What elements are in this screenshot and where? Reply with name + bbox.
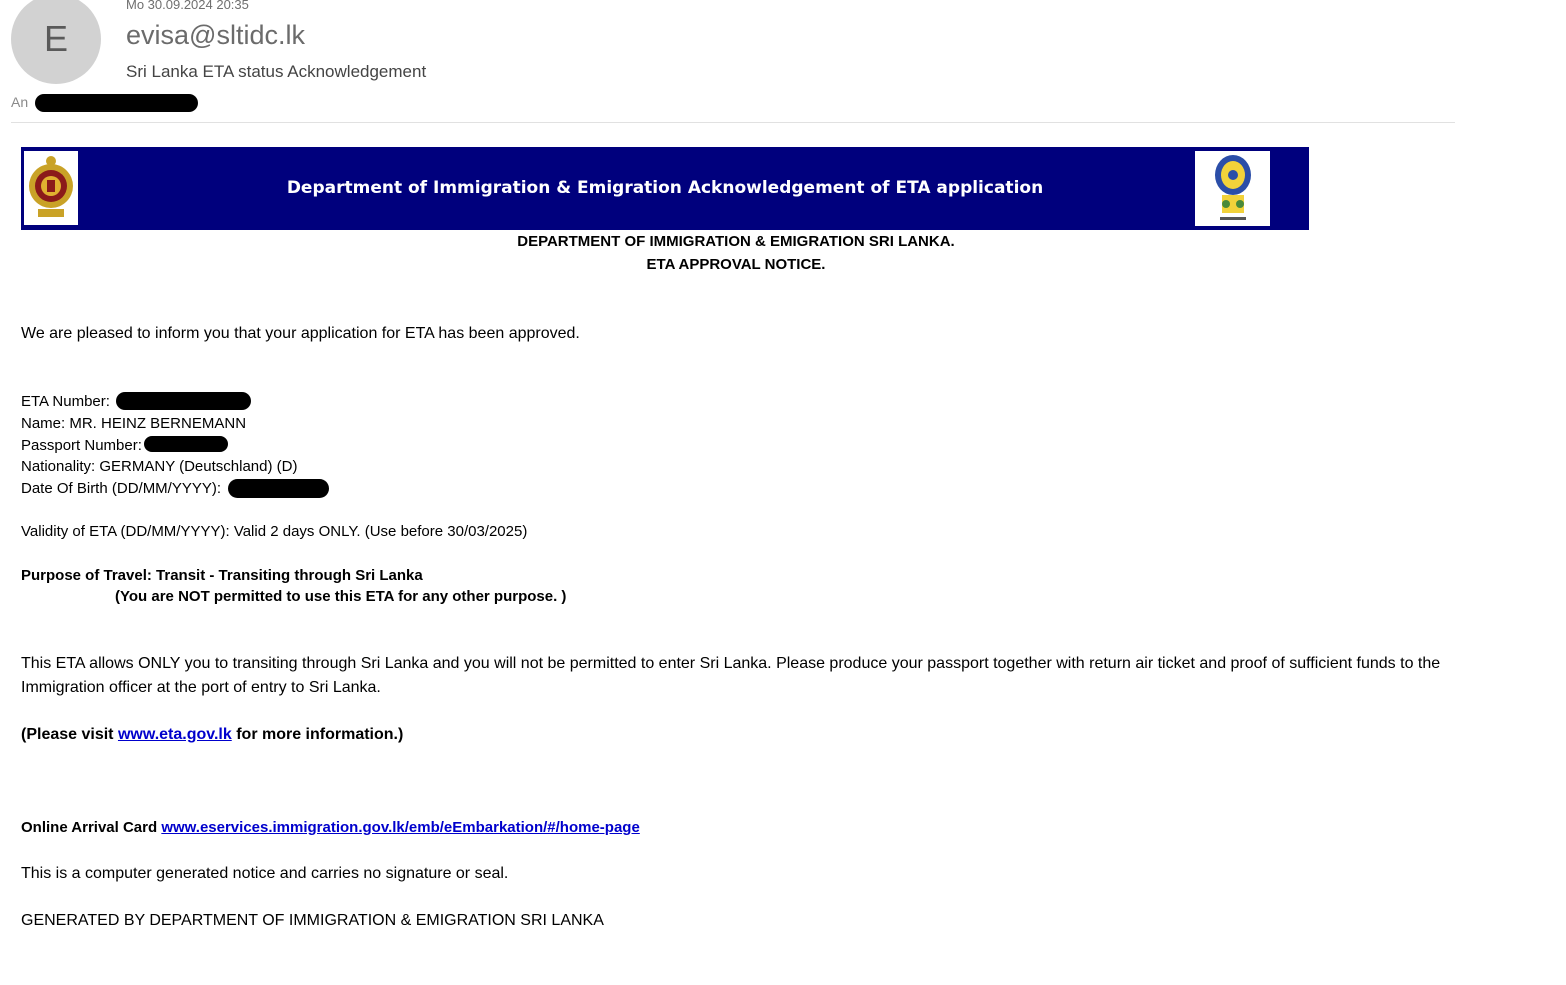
eta-validity: Validity of ETA (DD/MM/YYYY): Valid 2 days ONLY. (Use before 30/03/2025) [21, 523, 528, 540]
notice-heading: DEPARTMENT OF IMMIGRATION & EMIGRATION SRI LANKA. [517, 233, 955, 250]
recipient-redaction [35, 94, 198, 112]
sender-avatar[interactable]: E [11, 0, 101, 84]
arrival-card-line [21, 818, 640, 838]
more-info-suffix: for more information.) [231, 726, 404, 743]
immigration-department-emblem-logo [1195, 151, 1270, 226]
header-divider [11, 122, 1455, 123]
computer-generated-note: This is a computer generated notice and carries no signature or seal. [21, 865, 509, 882]
transit-conditions: This ETA allows ONLY you to transiting through Sri Lanka and you will not be permitted to enter Sri Lanka. Please produce your passport together with return air ticket and proof of sufficient funds to the Immigration officer at the port of entry to Sri Lanka. [21, 655, 1441, 696]
notice-subheading: ETA APPROVAL NOTICE. [646, 256, 826, 273]
notice-banner [21, 147, 1309, 230]
date-of-birth-redaction [228, 479, 329, 498]
banner-title: Department of Immigration & Emigration Acknowledgement of ETA application [286, 178, 1044, 198]
purpose-value: : Transit - Transiting through Sri Lanka [146, 567, 423, 584]
recipient-label: An [11, 94, 29, 110]
date-of-birth-label: Date Of Birth (DD/MM/YYYY): [21, 480, 222, 497]
arrival-card-label: Online Arrival Card [21, 819, 162, 836]
applicant-name: Name: MR. HEINZ BERNEMANN [21, 415, 247, 432]
purpose-label: Purpose of Travel [21, 567, 147, 584]
more-info-prefix: (Please visit [21, 726, 118, 743]
eta-website-link[interactable]: www.eta.gov.lk [117, 726, 232, 743]
purpose-of-travel [21, 566, 423, 586]
more-info-line [21, 725, 403, 746]
generated-by-footer: GENERATED BY DEPARTMENT OF IMMIGRATION & EMIGRATION SRI LANKA [21, 912, 604, 929]
approval-intro: We are pleased to inform you that your application for ETA has been approved. [21, 325, 580, 342]
passport-number-label: Passport Number: [21, 437, 142, 454]
eta-number-redaction [116, 392, 251, 410]
sender-address[interactable]: evisa@sltidc.lk [126, 20, 305, 50]
email-subject: Sri Lanka ETA status Acknowledgement [126, 62, 427, 81]
passport-number-redaction [144, 436, 228, 452]
arrival-card-link[interactable]: www.eservices.immigration.gov.lk/emb/eEmbarkation/#/home-page [161, 819, 640, 836]
purpose-restriction-note: (You are NOT permitted to use this ETA for any other purpose. ) [115, 588, 567, 605]
nationality: Nationality: GERMANY (Deutschland) (D) [21, 458, 298, 475]
eta-number-label: ETA Number: [21, 393, 110, 410]
sent-date: Mo 30.09.2024 20:35 [126, 0, 249, 12]
